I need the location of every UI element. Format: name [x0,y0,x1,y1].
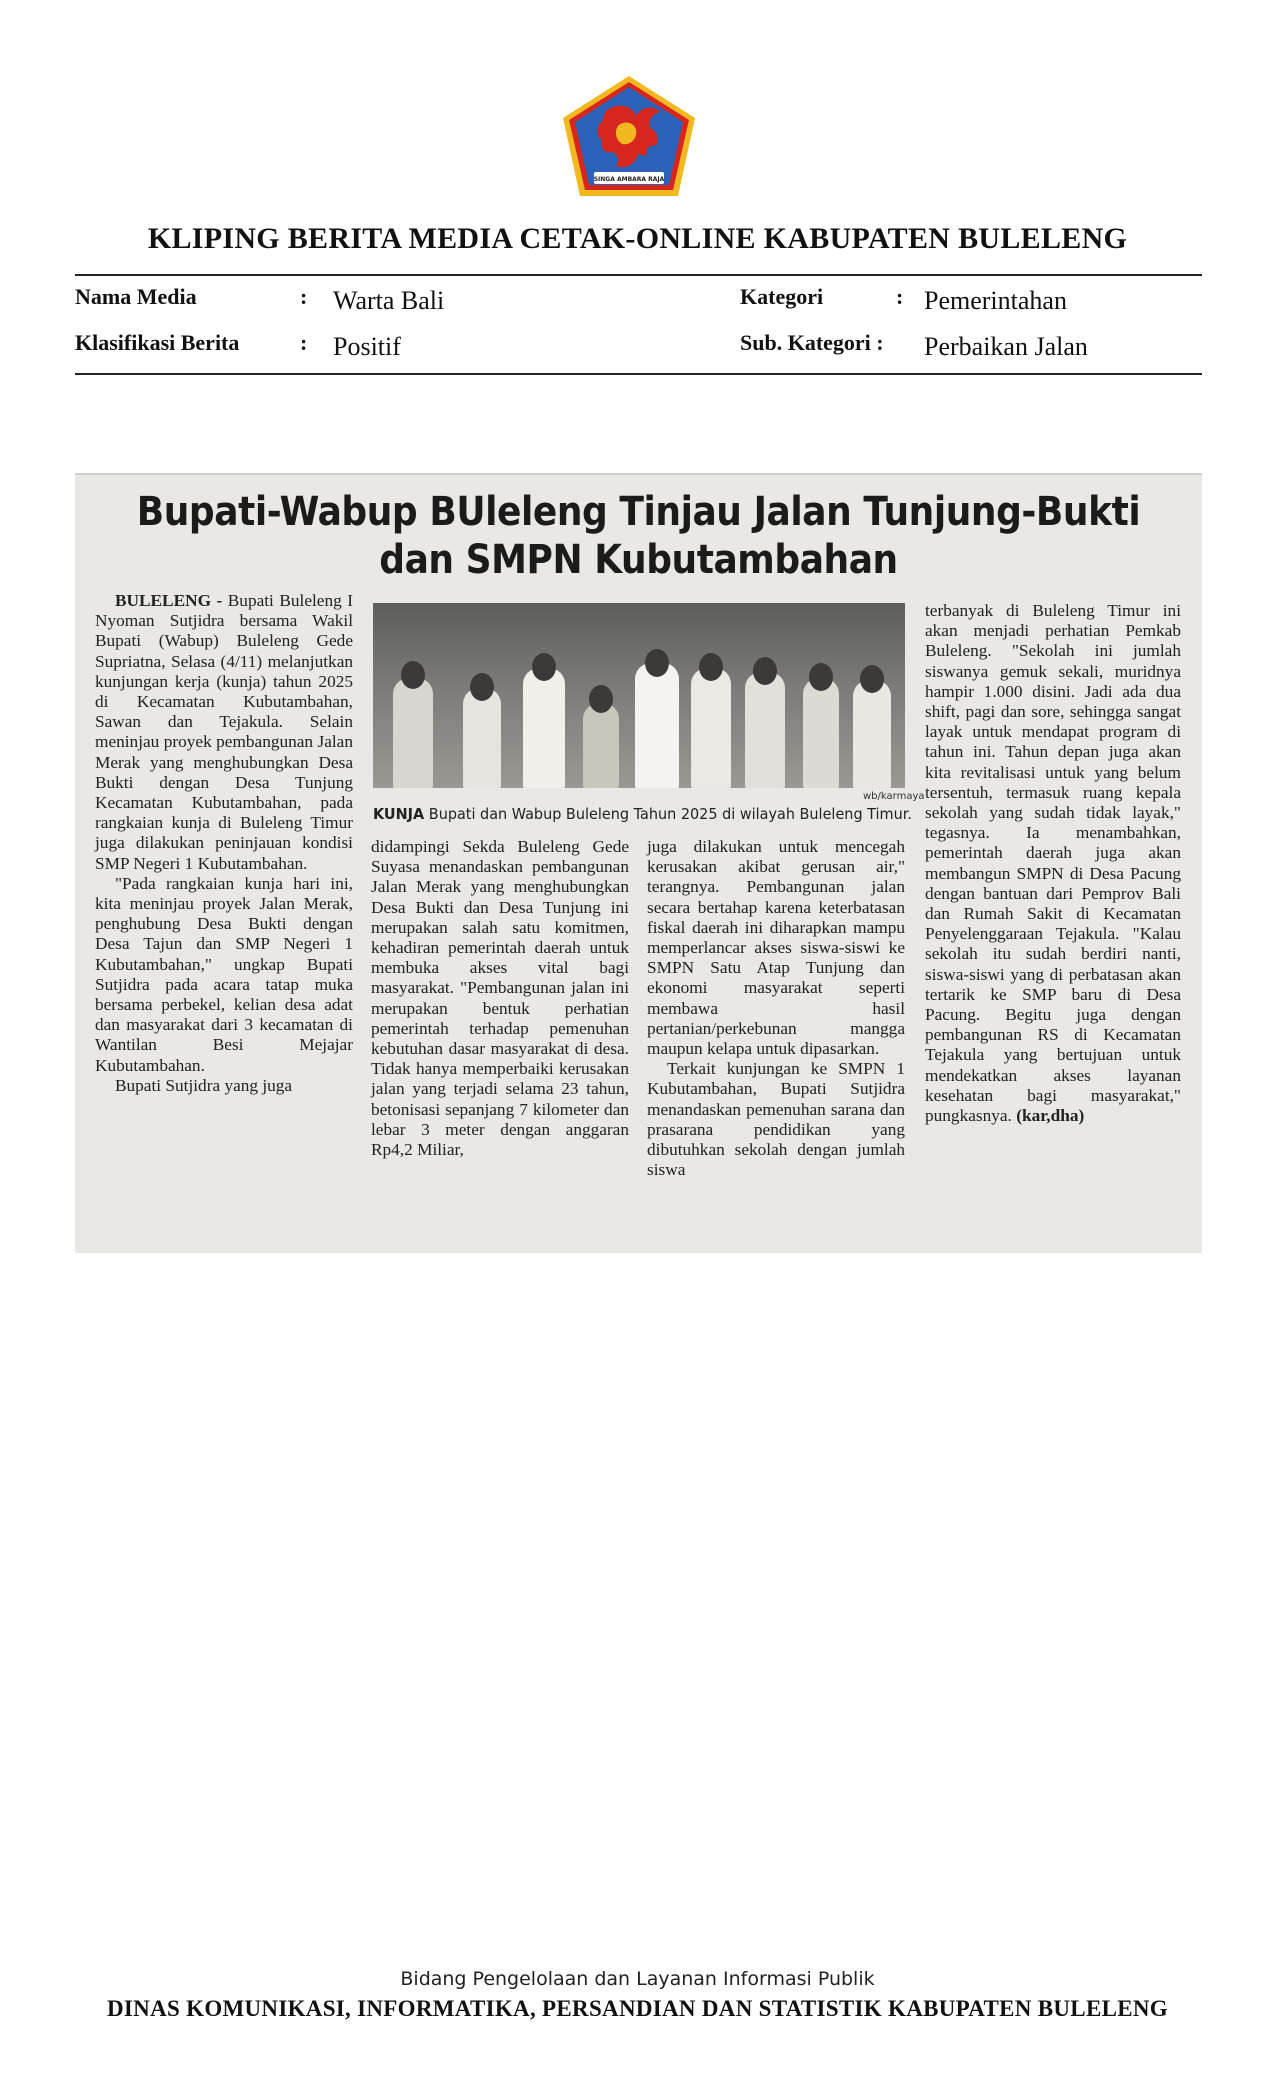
byline-initials: (kar,dha) [1016,1106,1085,1126]
kategori-label: Kategori [740,284,824,309]
col1-paragraph-1: Bupati Buleleng I Nyoman Sutjidra bersama Wakil Bupati (Wabup) Buleleng Gede Supriatna, Selasa (4/11) melanjutkan kunjungan kerja (kunja) tahun 2025 di Kecamatan Kubutambahan, Sawan dan Tejakula. Selain meninjau proyek pembangunan Jalan Merak yang menghubungkan Desa Bukti dengan Desa Tunjung Kecamatan Kubutambahan, pada rangkaian kunja di Buleleng Timur juga dilakukan peninjauan kondisi SMP Negeri 1 Kubutambahan. [95,591,353,873]
col1-paragraph-2: "Pada rangkaian kunja hari ini, kita meninjau proyek Jalan Merak, penghubung Desa Bukti dengan Desa Tajun dan SMP Negeri 1 Kubutambahan," ungkap Bupati Sutjidra pada acara tatap muka bersama perbekel, kelian desa adat dan masyarakat dari 3 kecamatan di Wantilan Besi Mejajar Kubutambahan. [95,873,353,1075]
col3-paragraph-2: Terkait kunjungan ke SMPN 1 Kubutambahan, Bupati Sutjidra menandaskan pemenuhan sarana dan prasarana pendidikan yang dibutuhkan sekolah dengan jumlah siswa [647,1059,905,1180]
newspaper-clipping [75,473,1202,1253]
klasifikasi-value: Positif [333,332,401,361]
headline-line-2: dan SMPN Kubutambahan [379,537,898,583]
article-column-2 [371,837,629,1160]
logo-caption: SINGA AMBARA RAJA [593,176,665,183]
article-column-3 [647,837,905,1180]
headline-line-1: Bupati-Wabup BUleleng Tinjau Jalan Tunjung-Bukti [136,489,1141,535]
article-column-1 [95,591,353,1096]
klasifikasi-colon: : [300,330,308,355]
kategori-value: Pemerintahan [924,286,1067,315]
photo-caption [373,805,912,823]
media-value: Warta Bali [333,286,445,315]
kategori-colon: : [896,284,904,309]
photo-credit: wb/karmaya [863,791,925,802]
footer-division: Bidang Pengelolaan dan Layanan Informasi Publik [400,1968,875,1990]
news-photo [373,603,905,788]
article-column-4 [925,601,1181,1126]
col1-paragraph-3: Bupati Sutjidra yang juga [115,1075,293,1095]
subkategori-label: Sub. Kategori : [740,330,884,355]
document-title: KLIPING BERITA MEDIA CETAK-ONLINE KABUPATEN BULELENG [147,222,1128,255]
bottom-rule [75,373,1202,375]
meta-block [0,0,1275,400]
caption-lead: KUNJA [373,805,425,823]
col3-paragraph-1: juga dilakukan untuk mencegah kerusakan akibat gerusan air," terangnya. Pembangunan jalan secara bertahap karena keterbatasan fiskal daerah ini diharapkan mampu memperlancar akses siswa-siswi ke SMPN Satu Atap Tunjung dan ekonomi masyarakat seperti membawa hasil pertanian/perkebunan mangga maupun kelapa untuk dipasarkan. [647,837,905,1059]
media-colon: : [300,284,308,309]
caption-text: Bupati dan Wabup Buleleng Tahun 2025 di wilayah Buleleng Timur. [428,805,912,823]
dateline: BULELENG - [115,591,223,610]
col2-paragraph-1: didampingi Sekda Buleleng Gede Suyasa menandaskan pembangunan Jalan Merak yang menghubungkan Desa Bukti dan Desa Tunjung ini merupakan salah satu komitmen, kehadiran pemerintah daerah untuk membuka akses vital bagi masyarakat. "Pembangunan jalan ini merupakan bentuk perhatian pemerintah terhadap pemenuhan kebutuhan dasar masyarakat di desa. Tidak hanya memperbaiki kerusakan jalan yang terjadi selama 23 tahun, betonisasi sepanjang 7 kilometer dan lebar 3 meter dengan anggaran Rp4,2 Miliar, [371,837,629,1160]
media-label: Nama Media [75,284,197,309]
klasifikasi-label: Klasifikasi Berita [75,330,240,355]
col4-paragraph-1: terbanyak di Buleleng Timur ini akan menjadi perhatian Pemkab Buleleng. "Sekolah ini jumlah siswanya gemuk sekali, muridnya hampir 1.000 disini. Jadi ada dua shift, pagi dan sore, sehingga sangat layak untuk mendapat program di tahun ini. Tahun depan juga akan kita revitalisasi untuk yang belum tersentuh, termasuk ruang kepala sekolah yang sudah tidak layak," tegasnya. Ia menambahkan, pemerintah daerah juga akan membangun SMPN di Desa Pacung dengan bantuan dari Pemprov Bali dan Rumah Sakit di Kecamatan Penyelenggaraan Tejakula. "Kalau sekolah itu sudah berdiri nanti, siswa-siswi yang di perbatasan akan tertarik ke SMP baru di Desa Pacung. Begitu juga dengan pembangunan RS di Kecamatan Tejakula yang bertujuan untuk mendekatkan akses layanan kesehatan bagi masyarakat," pungkasnya. [925,601,1181,1126]
subkategori-value: Perbaikan Jalan [924,332,1088,361]
footer-agency: DINAS KOMUNIKASI, INFORMATIKA, PERSANDIAN DAN STATISTIK KABUPATEN BULELENG [107,1996,1168,2021]
